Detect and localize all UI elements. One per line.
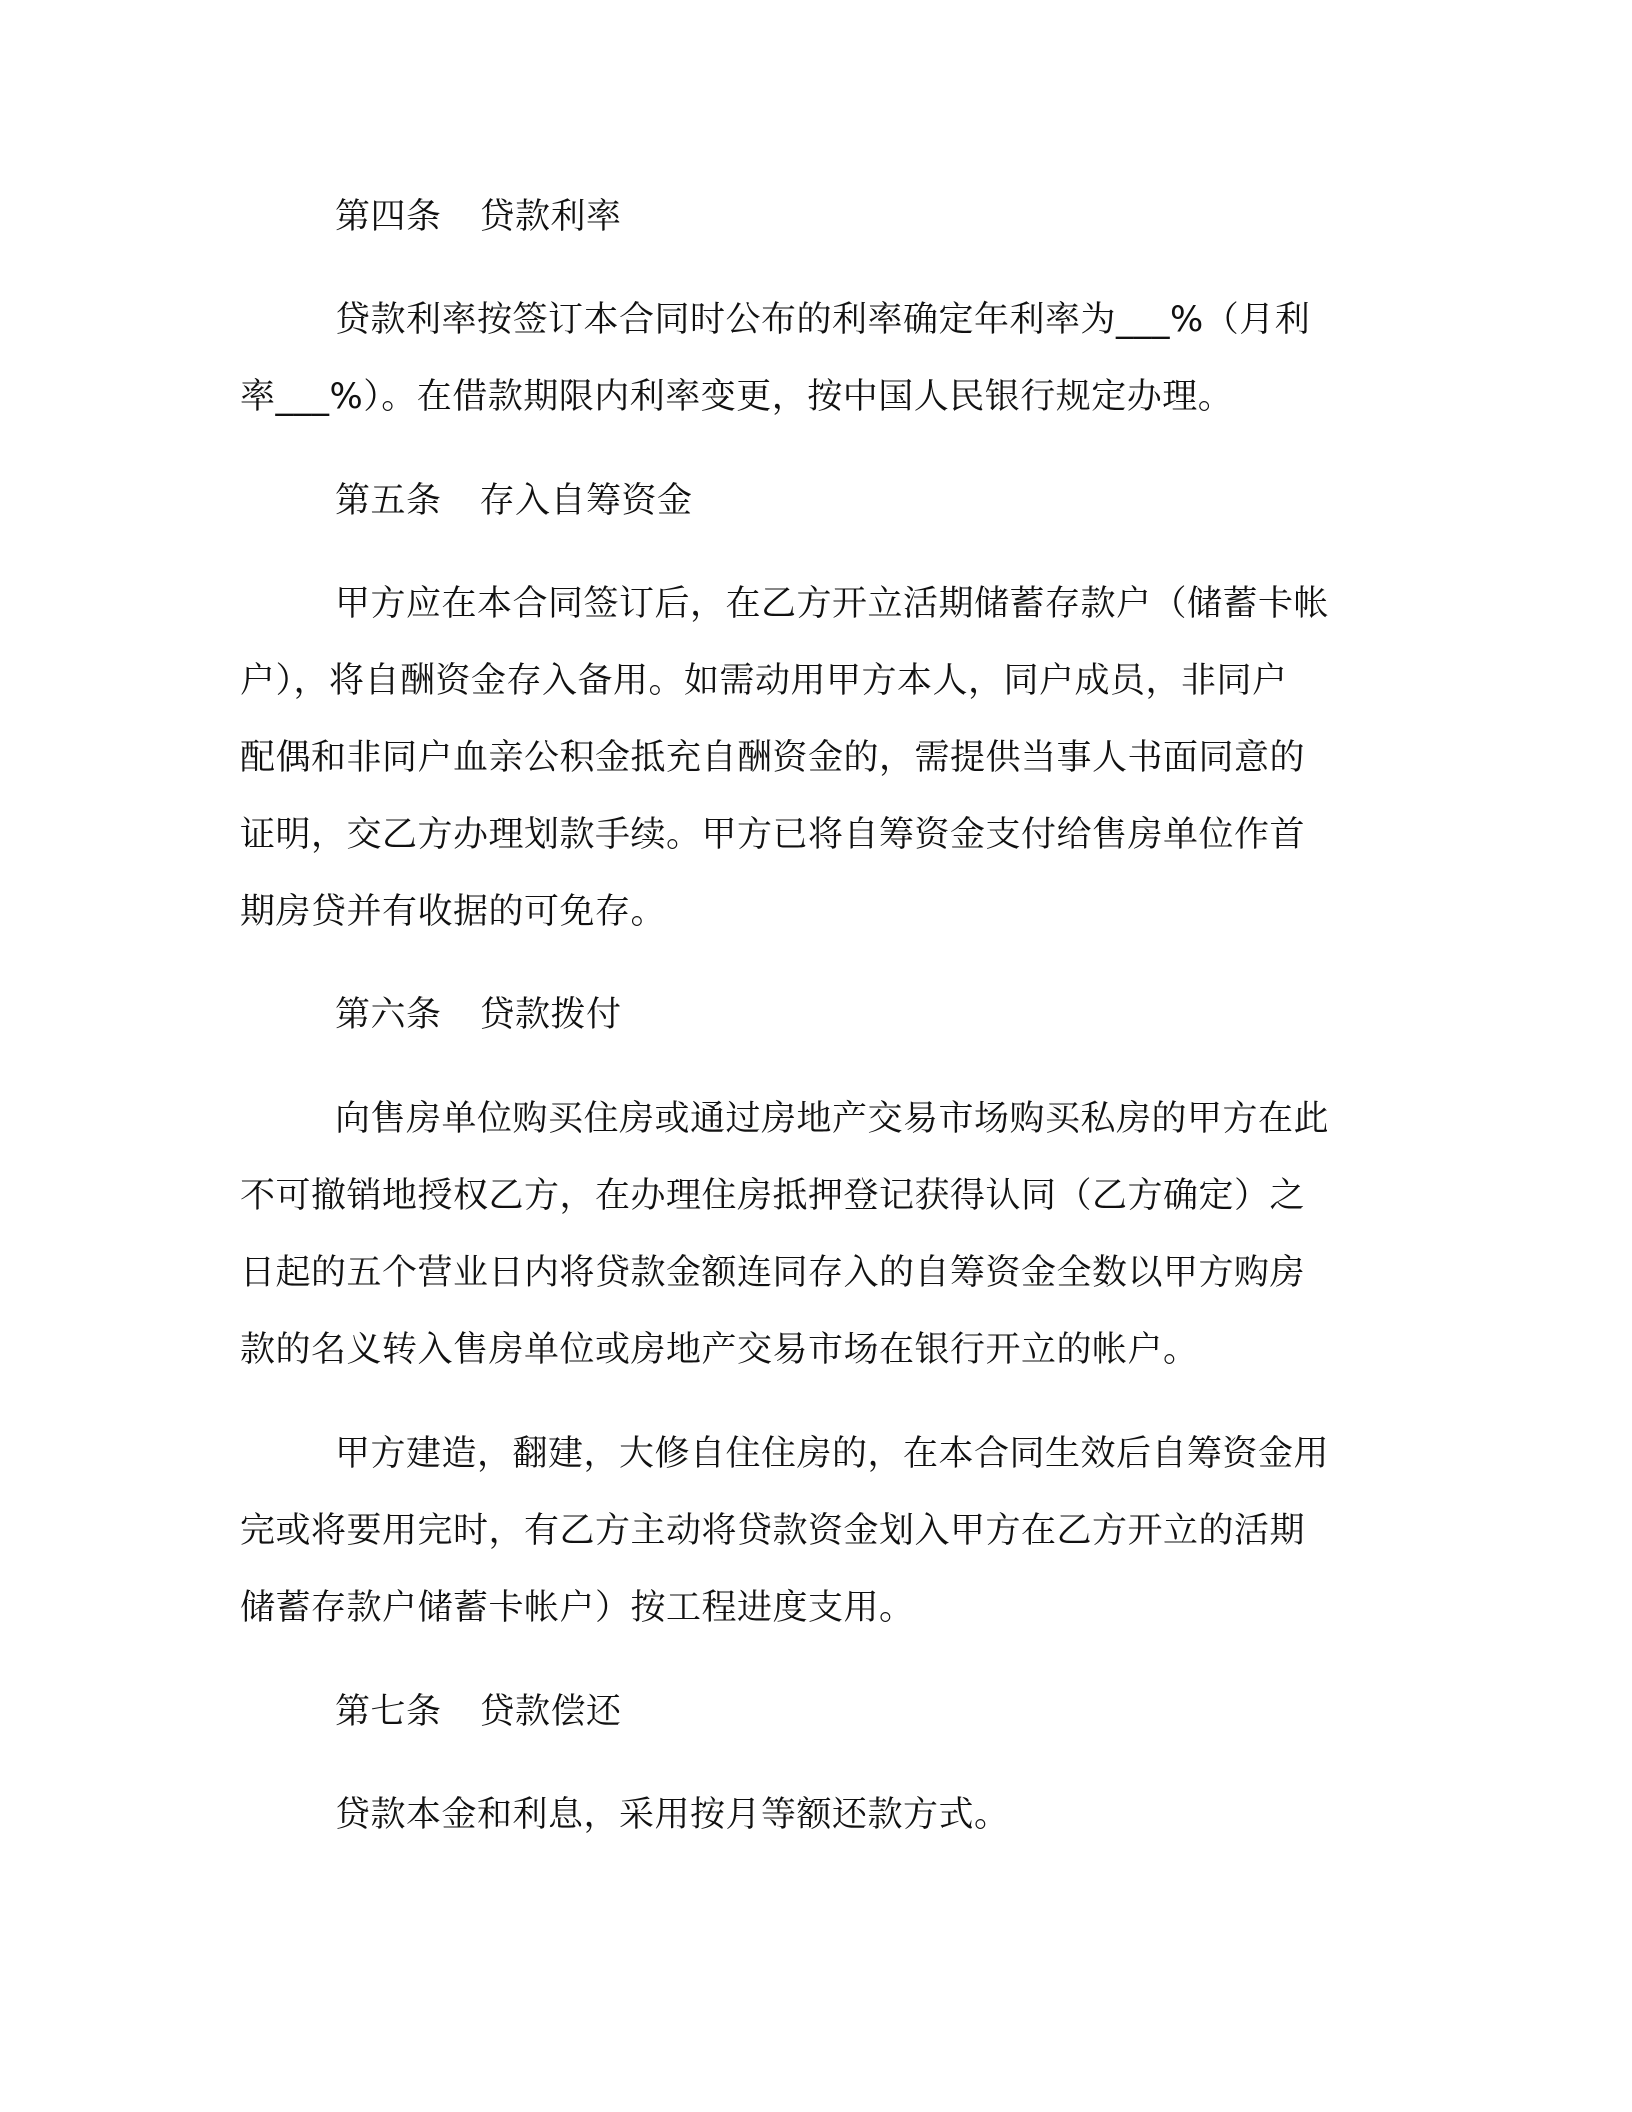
paragraph-line: 甲方应在本合同签订后，在乙方开立活期储蓄存款户（储蓄卡帐 — [335, 584, 1330, 624]
paragraph-line: 完或将要用完时，有乙方主动将贷款资金划入甲方在乙方开立的活期 — [240, 1511, 1306, 1551]
article-6-heading — [335, 993, 622, 1037]
paragraph-line: 日起的五个营业日内将贷款金额连同存入的自筹资金全数以甲方购房 — [240, 1253, 1306, 1293]
article-title: 贷款拨付 — [479, 995, 622, 1035]
paragraph-line: 储蓄存款户储蓄卡帐户）按工程进度支用。 — [240, 1588, 915, 1628]
article-number: 第五条 — [335, 481, 442, 521]
article-number: 第四条 — [335, 197, 442, 237]
article-number: 第六条 — [335, 995, 442, 1035]
article-title: 贷款利率 — [479, 197, 622, 237]
article-number: 第七条 — [335, 1692, 442, 1732]
paragraph-line: 证明，交乙方办理划款手续。甲方已将自筹资金支付给售房单位作首 — [240, 815, 1306, 855]
paragraph-line: 配偶和非同户血亲公积金抵充自酬资金的，需提供当事人书面同意的 — [240, 738, 1306, 778]
paragraph-line: 贷款本金和利息，采用按月等额还款方式。 — [335, 1795, 1010, 1835]
paragraph-line: 款的名义转入售房单位或房地产交易市场在银行开立的帐户。 — [240, 1330, 1199, 1370]
paragraph-line: 甲方建造，翻建，大修自住住房的，在本合同生效后自筹资金用 — [335, 1434, 1330, 1474]
article-title: 贷款偿还 — [479, 1692, 622, 1732]
paragraph-line: 户），将自酬资金存入备用。如需动用甲方本人，同户成员，非同户 — [240, 661, 1288, 701]
article-5-heading — [335, 479, 693, 523]
article-4-heading — [335, 195, 622, 239]
paragraph-line: 率___%）。在借款期限内利率变更，按中国人民银行规定办理。 — [240, 377, 1234, 417]
article-title: 存入自筹资金 — [479, 481, 693, 521]
paragraph-line: 期房贷并有收据的可免存。 — [240, 892, 667, 932]
paragraph-line: 不可撤销地授权乙方，在办理住房抵押登记获得认同（乙方确定）之 — [240, 1176, 1306, 1216]
paragraph-line: 贷款利率按签订本合同时公布的利率确定年利率为___%（月利 — [335, 300, 1311, 340]
article-7-heading — [335, 1690, 622, 1734]
paragraph-line: 向售房单位购买住房或通过房地产交易市场购买私房的甲方在此 — [335, 1099, 1330, 1139]
